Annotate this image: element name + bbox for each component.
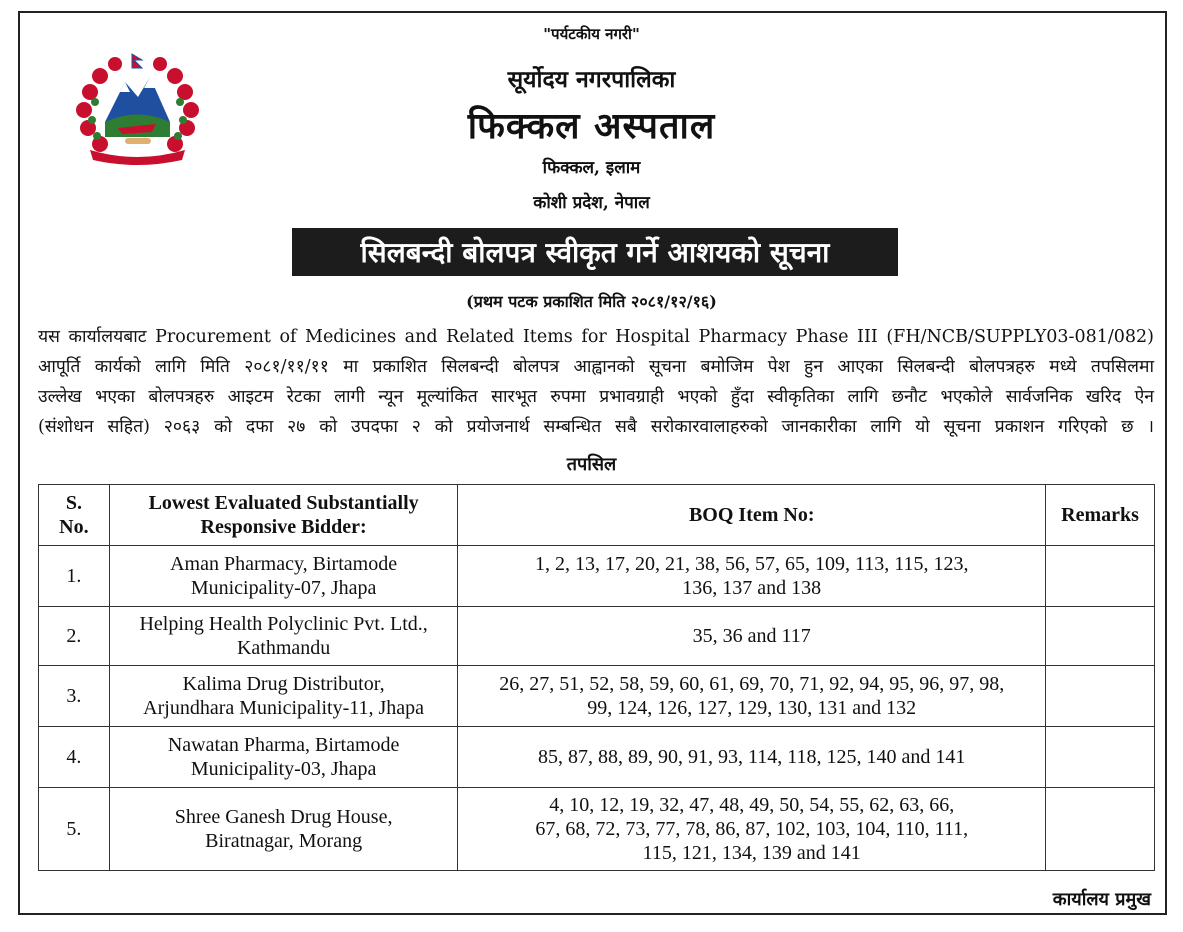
cell-sno: 3. (39, 666, 110, 727)
table-row (39, 607, 1155, 666)
cell-bidder: Nawatan Pharma, Birtamode Municipality-03, Jhapa (109, 727, 458, 788)
cell-bidder: Aman Pharmacy, Birtamode Municipality-07, Jhapa (109, 546, 458, 607)
cell-sno: 4. (39, 727, 110, 788)
hospital-name: फिक्कल अस्पताल (467, 105, 716, 147)
table-header-row (39, 485, 1155, 546)
body-line: उल्लेख भएका बोलपत्रहरु आइटम रेटका लागी न्यून मूल्यांकित सारभूत रुपमा प्रभावग्राही भएको हुँदा स्वीकृतिका लागि छनौट भएकोले सार्वजनिक खरिद ऐन (38, 387, 1154, 407)
cell-boq: 26, 27, 51, 52, 58, 59, 60, 61, 69, 70, 71, 92, 94, 95, 96, 97, 98, 99, 124, 126, 127, 129, 130, 131 and 132 (458, 666, 1046, 727)
signatory: कार्यालय प्रमुख (1052, 889, 1151, 910)
header-sno: S. No. (39, 485, 110, 546)
body-line: आपूर्ति कार्यको लागि मिति २०८१/११/११ मा प्रकाशित सिलबन्दी बोलपत्र आह्वानको सूचना बमोजिम पेश हुन आएका सिलबन्दी बोलपत्रहरु मध्ये तपसिलमा (38, 357, 1154, 377)
body-line: यस कार्यालयबाट Procurement of Medicines and Related Items for Hospital Pharmacy Phase III (FH/NCB/SUPPLY03-081/082) (38, 327, 1154, 347)
cell-boq: 35, 36 and 117 (458, 607, 1046, 666)
cell-sno: 2. (39, 607, 110, 666)
notice-body (38, 322, 1154, 442)
cell-boq: 1, 2, 13, 17, 20, 21, 38, 56, 57, 65, 109, 113, 115, 123, 136, 137 and 138 (458, 546, 1046, 607)
first-published-date: (प्रथम पटक प्रकाशित मिति २०८१/१२/१६) (466, 292, 717, 311)
notice-title-banner (292, 228, 898, 276)
address-line-2: कोशी प्रदेश, नेपाल (533, 193, 650, 213)
cell-boq: 4, 10, 12, 19, 32, 47, 48, 49, 50, 54, 55, 62, 63, 66, 67, 68, 72, 73, 77, 78, 86, 87, 102, 103, 104, 110, 111, 115, 121, 134, 139 and 141 (458, 788, 1046, 871)
header-remarks: Remarks (1046, 485, 1155, 546)
table-row (39, 666, 1155, 727)
notice-title: सिलबन्दी बोलपत्र स्वीकृत गर्ने आशयको सूचना (360, 236, 830, 269)
bidder-table (38, 484, 1155, 871)
cell-remarks (1046, 607, 1155, 666)
cell-remarks (1046, 727, 1155, 788)
address-line-1: फिक्कल, इलाम (542, 158, 641, 178)
header-bidder: Lowest Evaluated Substantially Responsive Bidder: (109, 485, 458, 546)
header-boq: BOQ Item No: (458, 485, 1046, 546)
municipality-name: सूर्योदय नगरपालिका (507, 66, 676, 93)
body-line: (संशोधन सहित) २०६३ को दफा २७ को उपदफा २ को प्रयोजनार्थ सम्बन्धित सबै सरोकारवालाहरुको जानकारीका लागि यो सूचना प्रकाशन गरिएको छ । (38, 417, 1154, 437)
cell-bidder: Shree Ganesh Drug House, Biratnagar, Morang (109, 788, 458, 871)
table-row (39, 727, 1155, 788)
cell-remarks (1046, 546, 1155, 607)
schedule-label: तपसिल (566, 454, 617, 475)
table-row (39, 546, 1155, 607)
cell-sno: 1. (39, 546, 110, 607)
table-row (39, 788, 1155, 871)
cell-remarks (1046, 666, 1155, 727)
cell-bidder: Helping Health Polyclinic Pvt. Ltd., Kathmandu (109, 607, 458, 666)
cell-boq: 85, 87, 88, 89, 90, 91, 93, 114, 118, 125, 140 and 141 (458, 727, 1046, 788)
cell-bidder: Kalima Drug Distributor, Arjundhara Municipality-11, Jhapa (109, 666, 458, 727)
cell-remarks (1046, 788, 1155, 871)
cell-sno: 5. (39, 788, 110, 871)
slogan: "पर्यटकीय नगरी" (543, 25, 640, 43)
